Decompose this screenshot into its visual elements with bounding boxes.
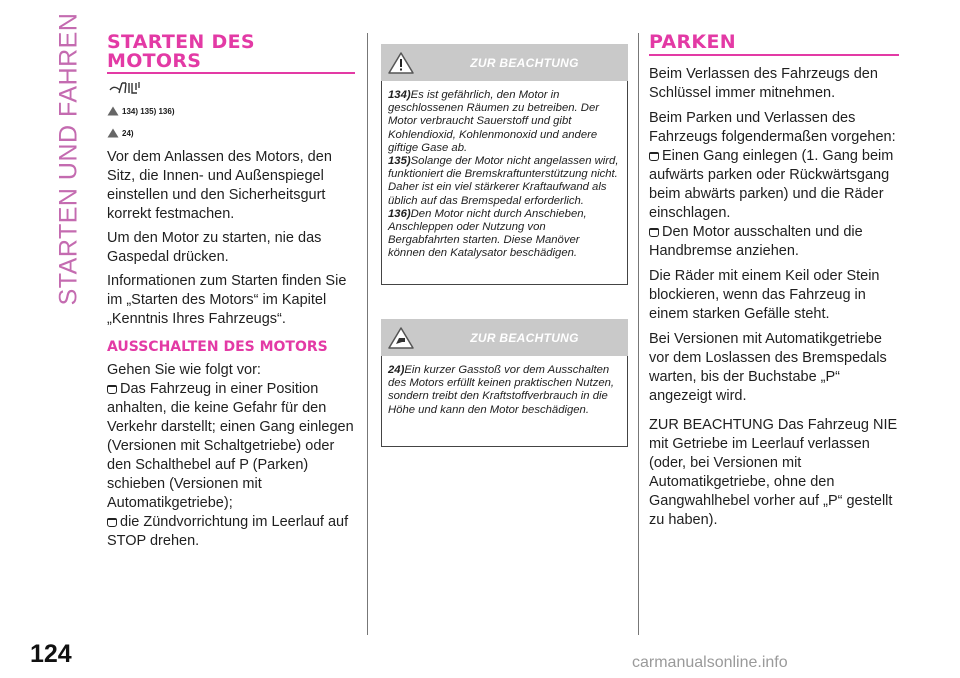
warning-item-number: 135) (388, 155, 411, 168)
paragraph: Gehen Sie wie folgt vor: (107, 362, 261, 378)
bullet-icon (649, 228, 659, 237)
list-item-text: die Zündvorrichtung im Leerlauf auf STOP drehen. (107, 514, 349, 549)
list-item-text: Einen Gang einlegen (1. Gang beim aufwärts parken oder Rückwärtsgang beim abwärts parken) und die Räder einschlagen. (649, 148, 894, 221)
bullet-icon (107, 385, 117, 394)
key-start-icon (107, 79, 355, 97)
warning-box-1 (381, 44, 628, 285)
warning-body (381, 356, 628, 447)
warning-item (388, 208, 619, 261)
paragraph: Beim Verlassen des Fahrzeugs den Schlüssel immer mitnehmen. (649, 66, 878, 101)
chapter-side-title (54, 12, 83, 306)
warning-item-text: Es ist gefährlich, den Motor in geschlossenen Räumen zu betreiben. Der Motor verbraucht Sauerstoff und gibt Kohlendioxid, Kohlenmonoxid und andere giftige Gase ab. (388, 89, 600, 154)
list-item-text: Den Motor ausschalten und die Handbremse anziehen. (649, 224, 863, 259)
reference-numbers: 24) (122, 129, 134, 138)
heading-parken: PARKEN (649, 31, 736, 53)
warning-item (388, 364, 619, 417)
reference-numbers: 134) 135) 136) (122, 107, 175, 116)
warning-title: ZUR BEACHTUNG (470, 331, 579, 345)
list-item (649, 223, 899, 261)
section-heading-starting (107, 33, 355, 71)
warning-item-text: Ein kurzer Gasstoß vor dem Ausschalten des Motors erfüllt keinen praktischen Nutzen, sondern treibt den Kraftstoffverbrauch in die Höhe und kann den Motor beschädigen. (388, 364, 615, 416)
warning-body (381, 81, 628, 285)
paragraph: Um den Motor zu starten, nie das Gaspedal drücken. (107, 230, 322, 265)
heading-rule (107, 72, 355, 74)
warning-references-2 (107, 124, 355, 138)
paragraph: Beim Parken und Verlassen des Fahrzeugs folgendermaßen vorgehen: (649, 110, 896, 145)
warning-header (381, 44, 628, 81)
paragraph: Vor dem Anlassen des Motors, den Sitz, die Innen- und Außenspiegel einstellen und den Sicherheitsgurt korrekt festmachen. (107, 149, 332, 222)
warning-item-number: 136) (388, 207, 411, 220)
paragraph: Informationen zum Starten finden Sie im „Starten des Motors“ im Kapitel „Kenntnis Ihres Fahrzeugs“. (107, 273, 347, 327)
list-item-text: Das Fahrzeug in einer Position anhalten, die keine Gefahr für den Verkehr darstellt; einen Gang einlegen (Versionen mit Schaltgetriebe) oder den Schalthebel auf P (Parken) schieben (Versionen mit Automatikgetriebe); (107, 381, 354, 511)
watermark: carmanualsonline.info (632, 654, 788, 671)
warning-item-number: 134) (388, 89, 411, 101)
warning-triangle-icon (107, 106, 119, 116)
page-number: 124 (30, 640, 72, 668)
warning-item-number: 24) (388, 364, 405, 376)
bullet-icon (649, 152, 659, 161)
warning-header (381, 319, 628, 356)
column-divider (638, 33, 639, 635)
warning-box-2 (381, 319, 628, 447)
warning-title: ZUR BEACHTUNG (470, 56, 579, 70)
warning-item-text: Den Motor nicht durch Anschieben, Anschleppen oder Nutzung von Bergabfahrten starten. Diese Manöver können den Katalysator beschädigen. (388, 207, 587, 260)
heading-ausschalten: AUSSCHALTEN DES MOTORS (107, 339, 328, 355)
list-item (107, 513, 355, 551)
paragraph: ZUR BEACHTUNG Das Fahrzeug NIE mit Getriebe im Leerlauf verlassen (oder, bei Versionen mit Automatikgetriebe, ohne den Gangwahlhebel vorher auf „P“ gestellt zu haben). (649, 417, 898, 528)
list-item (107, 380, 355, 513)
warning-item (388, 155, 619, 208)
caution-triangle-icon (107, 128, 119, 138)
warning-item-text: Solange der Motor nicht angelassen wird, funktioniert die Bremskraftunterstützung nicht. Daher ist ein viel stärkerer Kraftaufwand als üblich auf das Bremspedal erforderlich. (388, 155, 619, 207)
column-divider (367, 33, 368, 635)
warning-references-1 (107, 102, 355, 116)
paragraph: Die Räder mit einem Keil oder Stein blockieren, wenn das Fahrzeug in einem starken Gefälle steht. (649, 268, 880, 322)
column-parking (649, 0, 899, 530)
heading-rule (649, 54, 899, 56)
chapter-side-title-text: STARTEN UND FAHREN (54, 12, 83, 306)
paragraph: Bei Versionen mit Automatikgetriebe vor dem Loslassen des Bremspedals warten, bis der Buchstabe „P“ angezeigt wird. (649, 331, 887, 404)
warning-item (388, 89, 619, 155)
bullet-icon (107, 518, 117, 527)
heading-starten: STARTEN DES MOTORS (107, 31, 255, 72)
list-item (649, 147, 899, 223)
column-warnings (381, 0, 628, 447)
column-starting (107, 0, 355, 551)
